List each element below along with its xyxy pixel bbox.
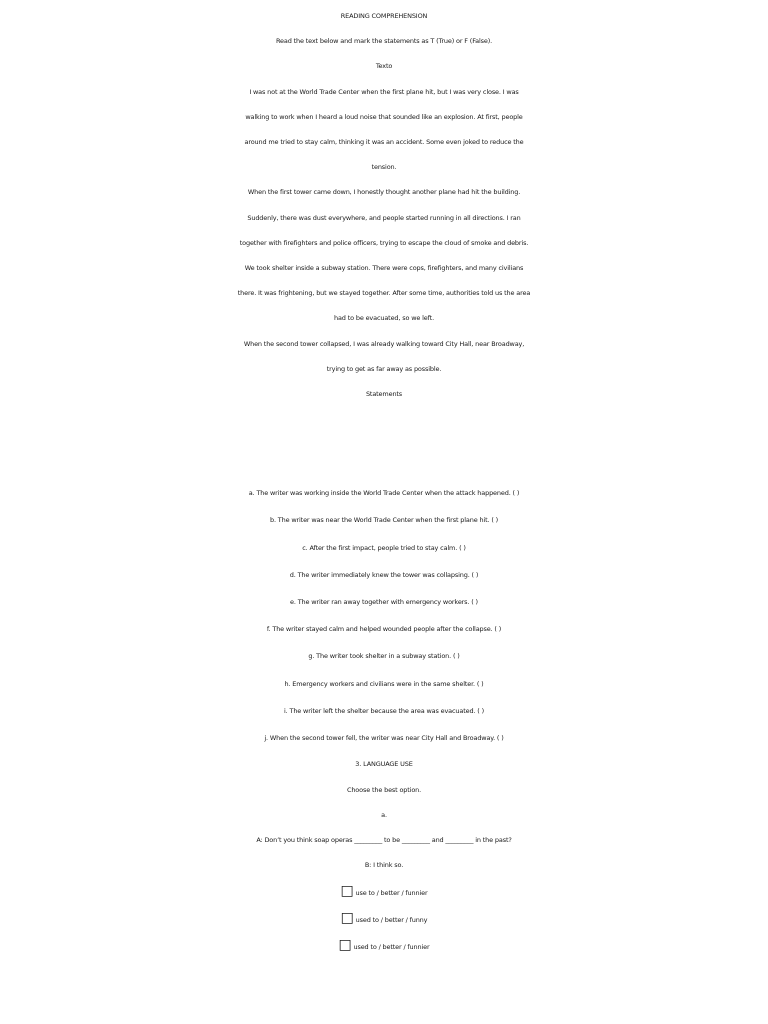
texto-label: Texto xyxy=(375,62,393,71)
passage-line: tension. xyxy=(371,163,397,172)
option-label: used to / better / funnier xyxy=(353,943,430,952)
statements-list xyxy=(0,480,768,752)
checkbox-icon[interactable]: □ xyxy=(340,882,354,899)
instruction-text: Read the text below and mark the statements as T (True) or F (False). xyxy=(275,37,493,46)
question-text: A: Don’t you think soap operas _________ to be _________ and _________ in the past? xyxy=(256,836,512,845)
option-item[interactable] xyxy=(0,933,768,960)
statement-item: g. The writer took shelter in a subway station. ( ) xyxy=(308,652,460,661)
statement-item: h. Emergency workers and civilians were in the same shelter. ( ) xyxy=(284,679,484,688)
passage xyxy=(0,80,768,382)
option-item[interactable] xyxy=(0,879,768,906)
passage-line: I was not at the World Trade Center when the first plane hit, but I was very close. I was xyxy=(249,87,519,96)
item-letter: a. xyxy=(381,810,387,819)
blank-space xyxy=(0,407,768,477)
statement-item: d. The writer immediately knew the tower was collapsing. ( ) xyxy=(289,570,479,579)
checkbox-icon[interactable]: □ xyxy=(340,910,354,927)
answer-text: B: I think so. xyxy=(364,861,404,870)
option-item[interactable] xyxy=(0,906,768,933)
option-label: use to / better / funnier xyxy=(355,888,428,897)
document-page xyxy=(0,4,768,961)
passage-line: there. It was frightening, but we stayed together. After some time, authorities told us the area xyxy=(237,289,531,298)
passage-line: had to be evacuated, so we left. xyxy=(334,314,434,323)
passage-line: trying to get as far away as possible. xyxy=(326,364,442,373)
option-label: used to / better / funny xyxy=(355,916,428,925)
statement-item: j. When the second tower fell, the writer was near City Hall and Broadway. ( ) xyxy=(264,734,504,743)
page-title: READING COMPREHENSION xyxy=(340,12,428,20)
passage-line: Suddenly, there was dust everywhere, and people started running in all directions. I ran xyxy=(247,213,521,222)
passage-line: walking to work when I heard a loud noise that sounded like an explosion. At first, people xyxy=(245,112,523,121)
passage-line: around me tried to stay calm, thinking it was an accident. Some even joked to reduce the xyxy=(244,138,524,147)
passage-line: together with firefighters and police officers, trying to escape the cloud of smoke and debris. xyxy=(239,238,529,247)
statement-item: e. The writer ran away together with emergency workers. ( ) xyxy=(290,598,478,607)
passage-line: When the first tower came down, I honestly thought another plane had hit the building. xyxy=(247,188,521,197)
passage-line: We took shelter inside a subway station. There were cops, firefighters, and many civilians xyxy=(244,264,524,273)
language-use-section xyxy=(0,752,768,960)
statement-item: f. The writer stayed calm and helped wounded people after the collapse. ( ) xyxy=(266,625,502,634)
statement-item: i. The writer left the shelter because the area was evacuated. ( ) xyxy=(284,706,484,715)
section-heading: 3. LANGUAGE USE xyxy=(355,760,413,769)
statement-item: a. The writer was working inside the World Trade Center when the attack happened. ( ) xyxy=(248,489,520,498)
statements-label: Statements xyxy=(365,390,403,399)
statement-item: c. After the first impact, people tried to stay calm. ( ) xyxy=(302,543,466,552)
passage-line: When the second tower collapsed, I was already walking toward City Hall, near Broadway, xyxy=(243,339,525,348)
checkbox-icon[interactable]: □ xyxy=(338,937,352,954)
statement-item: b. The writer was near the World Trade Center when the first plane hit. ( ) xyxy=(269,516,499,525)
section-instruction: Choose the best option. xyxy=(346,785,422,794)
